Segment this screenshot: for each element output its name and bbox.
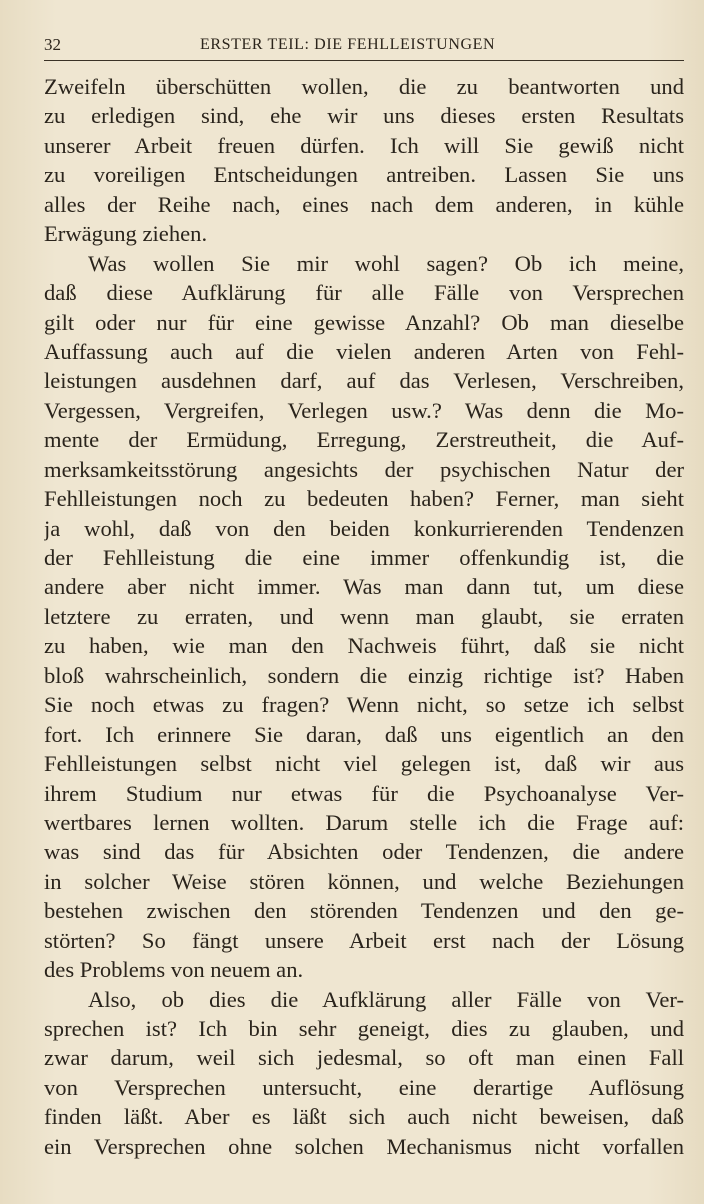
- page-header: [44, 34, 684, 61]
- text-line: zwar darum, weil sich jedesmal, so oft man einen Fall: [44, 1045, 684, 1071]
- text-line: unserer Arbeit freuen dürfen. Ich will Sie gewiß nicht: [44, 132, 684, 158]
- text-line: Fehlleistungen noch zu bedeuten haben? Ferner, man sieht: [44, 486, 684, 512]
- text-line: sprechen ist? Ich bin sehr geneigt, dies zu glauben, und: [44, 1016, 684, 1041]
- text-line: ihrem Studium nur etwas für die Psychoanalyse Ver-: [44, 780, 684, 806]
- text-line: zu voreiligen Entscheidungen antreiben. Lassen Sie uns: [44, 162, 684, 188]
- text-line: mente der Ermüdung, Erregung, Zerstreutheit, die Auf-: [44, 427, 684, 453]
- text-line: des Problems von neuem an.: [44, 957, 304, 983]
- text-line: zu erledigen sind, ehe wir uns dieses ersten Resultats: [44, 103, 684, 129]
- text-line: daß diese Aufklärung für alle Fälle von Versprechen: [44, 280, 684, 306]
- text-line: wertbares lernen wollten. Darum stelle ich die Frage auf:: [44, 809, 684, 835]
- text-line: zu haben, wie man den Nachweis führt, daß sie nicht: [44, 633, 684, 659]
- text-line: bloß wahrscheinlich, sondern die einzig richtige ist? Haben: [44, 662, 684, 688]
- text-line: ein Versprechen ohne solchen Mechanismus nicht vorfallen: [44, 1133, 684, 1159]
- text-line: leistungen ausdehnen darf, auf das Verlesen, Verschreiben,: [44, 368, 684, 394]
- text-line: Auffassung auch auf die vielen anderen Arten von Fehl-: [44, 338, 684, 364]
- text-line: letztere zu erraten, und wenn man glaubt, sie erraten: [44, 603, 684, 629]
- text-line: Sie noch etwas zu fragen? Wenn nicht, so setze ich selbst: [44, 692, 684, 718]
- text-line: Erwägung ziehen.: [44, 221, 208, 247]
- text-line: andere aber nicht immer. Was man dann tut, um diese: [44, 574, 684, 600]
- text-line: Zweifeln überschütten wollen, die zu beantworten und: [44, 74, 684, 99]
- text-line: Fehlleistungen selbst nicht viel gelegen ist, daß wir aus: [44, 751, 684, 777]
- text-line: ja wohl, daß von den beiden konkurrierenden Tendenzen: [44, 515, 684, 541]
- text-line: Also, ob dies die Aufklärung aller Fälle von Ver-: [88, 986, 684, 1012]
- running-head: ERSTER TEIL: DIE FEHLLEISTUNGEN: [200, 36, 496, 53]
- text-line: in solcher Weise stören können, und welche Beziehungen: [44, 868, 684, 894]
- text-line: alles der Reihe nach, eines nach dem anderen, in kühle: [44, 191, 684, 217]
- text-line: merksamkeitsstörung angesichts der psychischen Natur der: [44, 456, 684, 482]
- text-line: von Versprechen untersucht, eine derartige Auflösung: [44, 1074, 684, 1100]
- text-line: bestehen zwischen den störenden Tendenzen und den ge-: [44, 898, 684, 924]
- text-line: der Fehlleistung die eine immer offenkundig ist, die: [44, 545, 684, 570]
- body-text: [44, 72, 684, 1161]
- text-line: Vergessen, Vergreifen, Verlegen usw.? Was denn die Mo-: [44, 397, 684, 423]
- page-number: 32: [44, 35, 61, 54]
- text-line: was sind das für Absichten oder Tendenzen, die andere: [44, 839, 684, 865]
- text-line: Was wollen Sie mir wohl sagen? Ob ich meine,: [88, 250, 684, 276]
- text-line: störten? So fängt unsere Arbeit erst nach der Lösung: [44, 927, 684, 953]
- text-line: fort. Ich erinnere Sie daran, daß uns eigentlich an den: [44, 721, 684, 747]
- text-line: gilt oder nur für eine gewisse Anzahl? Ob man dieselbe: [44, 309, 684, 335]
- text-line: finden läßt. Aber es läßt sich auch nicht beweisen, daß: [44, 1104, 684, 1130]
